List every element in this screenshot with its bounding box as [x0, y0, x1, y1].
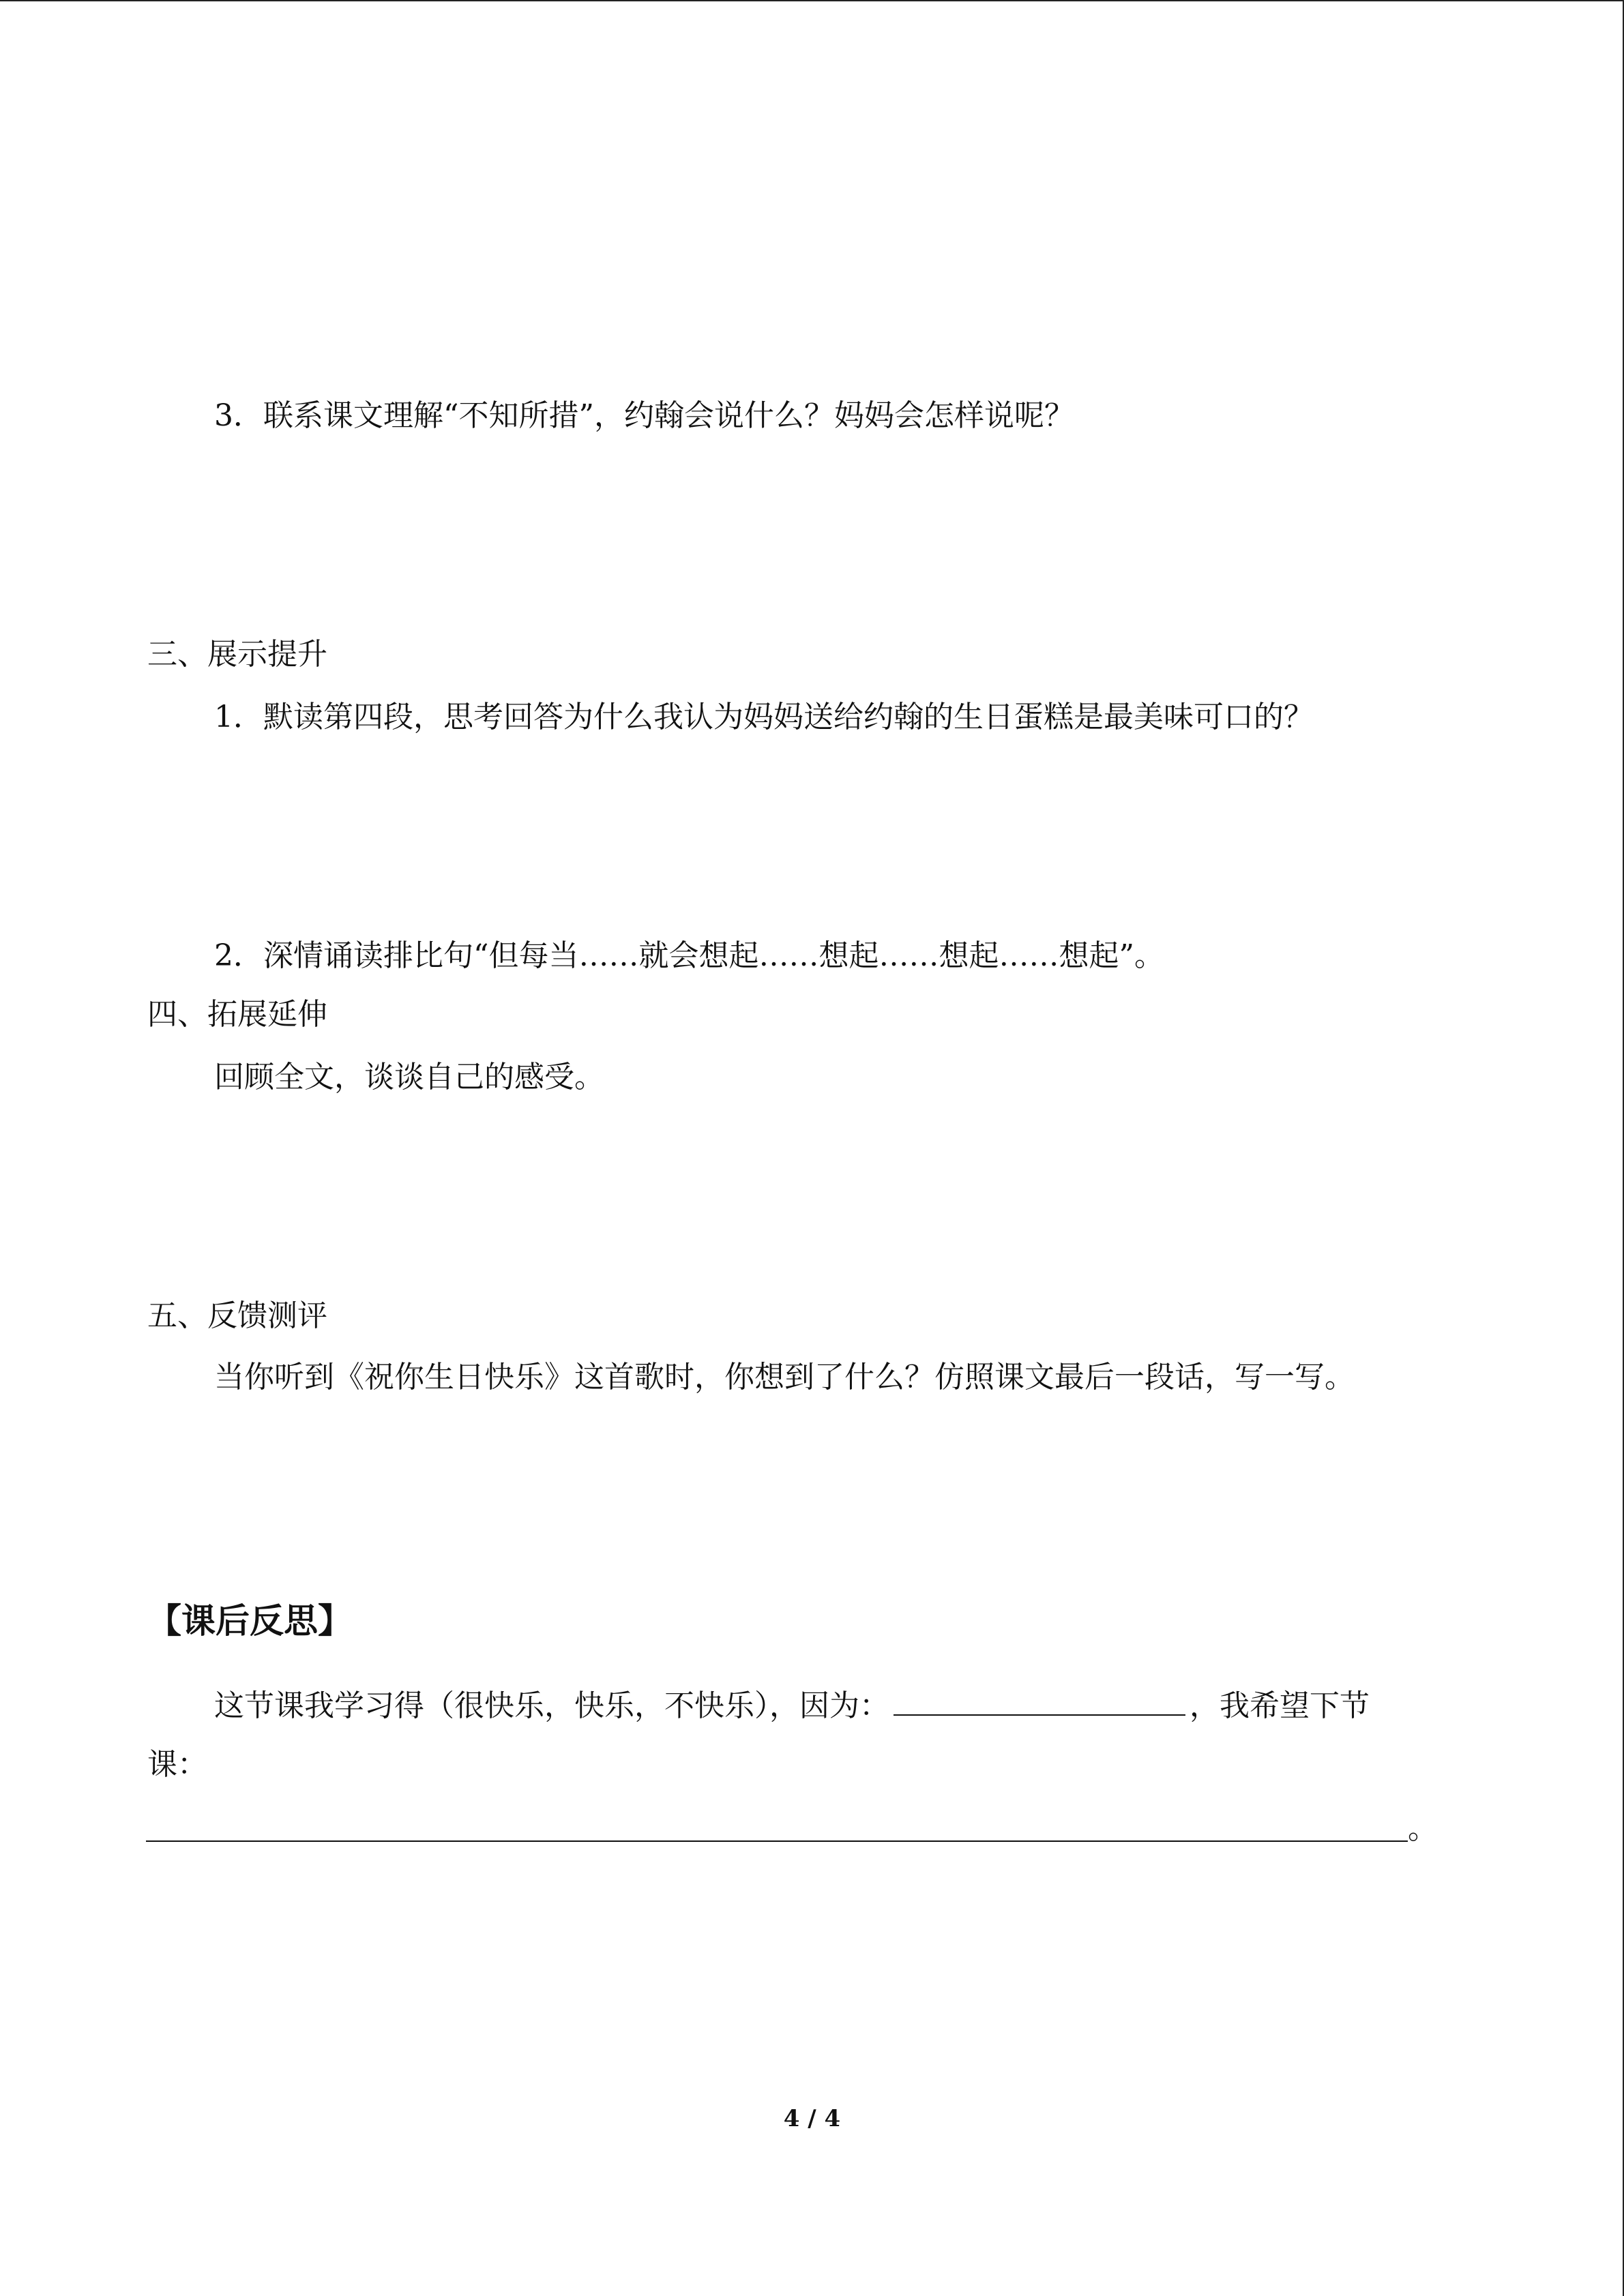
end-mark: 。 — [1408, 1811, 1438, 1846]
reflection-line-2: 课： — [147, 1747, 207, 1782]
reflection-line-1-text: 这节课我学习得（很快乐，快乐，不快乐），因为： — [214, 1688, 889, 1723]
question-3: 3．联系课文理解“不知所措”，约翰会说什么？妈妈会怎样说呢？ — [214, 398, 1074, 433]
page-number: 4 / 4 — [783, 2105, 841, 2132]
section-3-title: 三、展示提升 — [147, 637, 327, 672]
section-3-question-2: 2．深情诵读排比句“但每当……就会想起……想起……想起……想起”。 — [214, 938, 1164, 973]
reflection-line-1 — [214, 1683, 1370, 1727]
reflection-heading: 【课后反思】 — [147, 1601, 352, 1641]
section-5-text: 当你听到《祝你生日快乐》这首歌时，你想到了什么？仿照课文最后一段话，写一写。 — [214, 1360, 1355, 1395]
section-4-text: 回顾全文，谈谈自己的感受。 — [214, 1060, 604, 1094]
section-5-title: 五、反馈测评 — [147, 1298, 327, 1333]
section-4-title: 四、拓展延伸 — [147, 997, 327, 1032]
section-3-question-1: 1．默读第四段，思考回答为什么我认为妈妈送给约翰的生日蛋糕是最美味可口的？ — [214, 700, 1314, 734]
wish-blank[interactable] — [146, 1840, 1408, 1842]
reflection-line-1-tail: ，我希望下节 — [1190, 1688, 1370, 1723]
reason-blank[interactable] — [894, 1683, 1185, 1716]
